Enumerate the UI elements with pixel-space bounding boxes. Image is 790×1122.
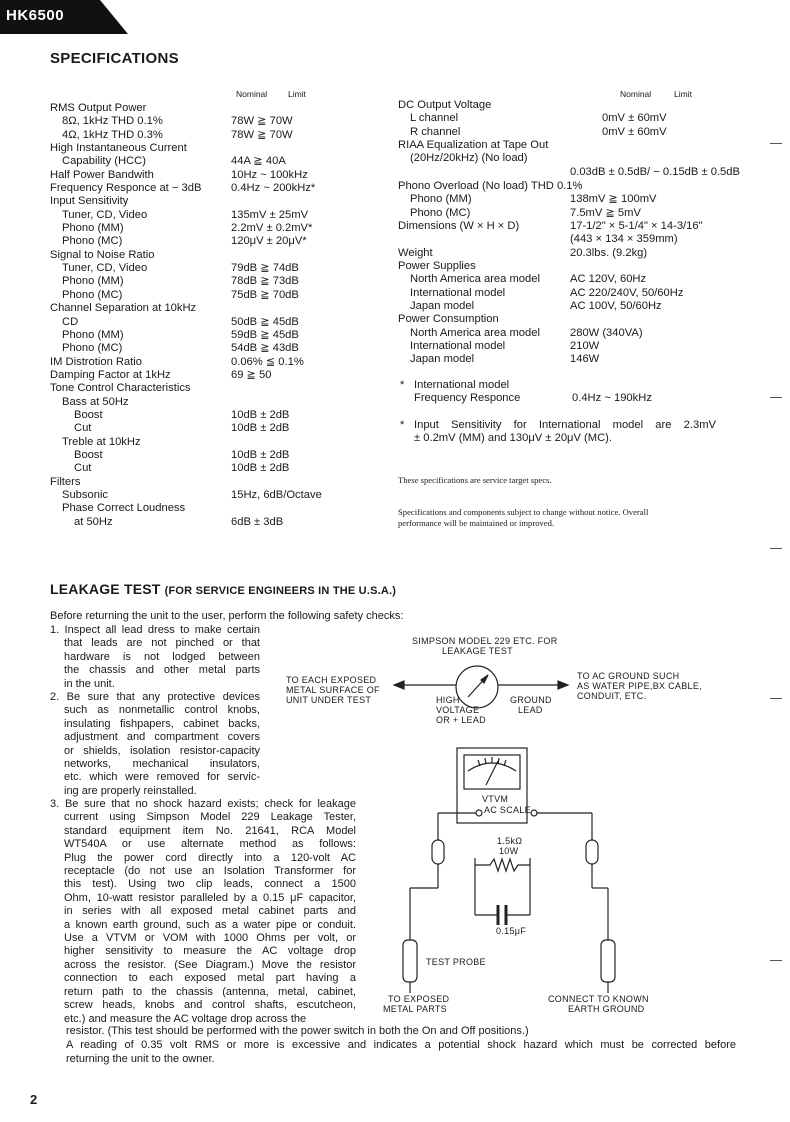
spec-label: Phono (MM) xyxy=(410,193,472,206)
spec-value: 6dB ± 3dB xyxy=(231,515,284,528)
leakage-tail-2: A reading of 0.35 volt RMS or more is excessive and indicates a potential shock hazard which must be corrected before xyxy=(66,1039,736,1051)
margin-tick xyxy=(770,960,782,961)
spec-value: 78W ≧ 70W xyxy=(231,115,293,128)
spec-row xyxy=(398,340,778,353)
paragraph-line: WT540A or use alternate method as follows: xyxy=(64,838,356,851)
spec-row xyxy=(50,476,390,489)
spec-value: 10Hz ~ 100kHz xyxy=(231,168,308,181)
paragraph-line: etc. which were removed for servic- xyxy=(64,771,260,784)
spec-label: Half Power Bandwith xyxy=(50,168,154,181)
spec-row xyxy=(50,356,390,369)
page-number: 2 xyxy=(30,1092,38,1107)
spec-label: Phono (MC) xyxy=(62,342,123,355)
spec-label: Tone Control Characteristics xyxy=(50,382,191,395)
paragraph-line: connection to each exposed metal part having a xyxy=(64,972,356,985)
spec-row xyxy=(50,289,390,302)
change-note-line2: performance will be maintained or improved. xyxy=(398,518,555,528)
riaa-value: 0.03dB ± 0.5dB/ − 0.15dB ± 0.5dB xyxy=(570,166,740,178)
right-nominal-header: Nominal xyxy=(620,89,652,99)
spec-row xyxy=(398,247,778,260)
spec-row xyxy=(398,139,778,152)
spec-value: 69 ≧ 50 xyxy=(231,368,272,381)
model-tab-label: HK6500 xyxy=(6,7,65,24)
spec-label: Subsonic xyxy=(62,488,109,501)
margin-tick xyxy=(770,143,782,144)
spec-row xyxy=(398,220,778,233)
diagram-earth-label2: EARTH GROUND xyxy=(568,1004,645,1014)
paragraph-line: Ohm, 10-watt resistor paralleled by a 0.15 μF capacitor, xyxy=(64,891,356,904)
spec-value: 138mV ≧ 100mV xyxy=(570,193,657,206)
spec-row xyxy=(398,327,778,340)
spec-row xyxy=(398,300,778,313)
spec-row xyxy=(398,233,778,246)
diagram-high-voltage2: VOLTAGE xyxy=(436,705,480,715)
spec-label: at 50Hz xyxy=(74,515,113,528)
diagram-high-voltage3: OR + LEAD xyxy=(436,715,486,725)
spec-label: Phono (MC) xyxy=(62,288,123,301)
diagram-ground-lead1: GROUND xyxy=(510,695,552,705)
spec-label: DC Output Voltage xyxy=(398,99,492,111)
diagram-earth-label1: CONNECT TO KNOWN xyxy=(548,994,649,1004)
spec-row xyxy=(50,249,390,262)
diagram-resistor-wattage: 10W xyxy=(499,846,519,856)
spec-value: 280W (340VA) xyxy=(570,326,643,339)
spec-label: Boost xyxy=(74,448,103,461)
spec-label: High Instantaneous Current xyxy=(50,142,187,155)
spec-label: Damping Factor at 1kHz xyxy=(50,368,171,381)
spec-value: 0.4Hz ~ 200kHz* xyxy=(231,182,316,195)
spec-label: Phono Overload (No load) THD 0.1% xyxy=(398,180,583,192)
paragraph-line: in the unit. xyxy=(64,677,115,690)
spec-label: CD xyxy=(62,315,79,328)
leakage-item-1 xyxy=(50,624,260,691)
spec-label: Phono (MM) xyxy=(62,222,124,235)
spec-value: AC 100V, 50/60Hz xyxy=(570,300,662,313)
spec-value: AC 120V, 60Hz xyxy=(570,273,647,286)
spec-value: 15Hz, 6dB/Octave xyxy=(231,488,322,501)
paragraph-line: this test). Using two clip leads, connect a 1500 xyxy=(64,878,356,891)
spec-label: 8Ω, 1kHz THD 0.1% xyxy=(62,115,163,128)
paragraph-line: current using Simpson Model 229 Leakage Tester, xyxy=(64,811,356,824)
spec-row xyxy=(398,260,778,273)
left-nominal-header: Nominal xyxy=(236,89,268,99)
spec-row xyxy=(50,262,390,275)
leakage-title-text: LEAKAGE TEST xyxy=(50,581,161,597)
paragraph-line: the chassis and other metal parts xyxy=(64,664,260,677)
spec-label: IM Distrotion Ratio xyxy=(50,355,143,368)
spec-label: (20Hz/20kHz) (No load) xyxy=(410,152,528,165)
left-specs-list xyxy=(50,102,390,529)
spec-label: Japan model xyxy=(410,353,475,366)
spec-value: 50dB ≧ 45dB xyxy=(231,315,299,328)
spec-value: 78W ≧ 70W xyxy=(231,128,293,141)
spec-value: 59dB ≧ 45dB xyxy=(231,328,299,341)
leakage-title xyxy=(50,581,396,597)
spec-value: 0mV ± 60mV xyxy=(602,112,667,125)
diagram-resistor-value: 1.5kΩ xyxy=(497,836,523,846)
diagram-vtvm-label: VTVM xyxy=(482,794,509,804)
spec-row xyxy=(50,195,390,208)
spec-label: Signal to Noise Ratio xyxy=(50,248,155,261)
sens-note-line1: Input Sensitivity for International model are 2.3mV xyxy=(414,419,716,431)
paragraph-line: receptacle (do not use an Isolation Transformer for xyxy=(64,865,356,878)
paragraph-line: 3. Be sure that no shock hazard exists; check for leakage xyxy=(50,798,356,810)
spec-row xyxy=(50,516,390,529)
left-limit-header: Limit xyxy=(288,89,306,99)
spec-row xyxy=(50,396,390,409)
spec-row xyxy=(398,152,778,165)
sens-note-star: * xyxy=(400,419,405,431)
model-tab xyxy=(0,0,128,34)
diagram-left-label2: METAL SURFACE OF xyxy=(286,685,380,695)
spec-value: 135mV ± 25mV xyxy=(231,208,309,221)
spec-row xyxy=(50,409,390,422)
spec-row xyxy=(398,313,778,326)
spec-row xyxy=(50,275,390,288)
diagram-left-label1: TO EACH EXPOSED xyxy=(286,675,377,685)
spec-row xyxy=(50,329,390,342)
spec-label: Treble at 10kHz xyxy=(62,435,141,448)
service-note: These specifications are service target specs. xyxy=(398,475,552,485)
spec-row xyxy=(50,115,390,128)
spec-label: North America area model xyxy=(410,326,540,339)
paragraph-line: adjustment and compartment covers xyxy=(64,731,260,744)
intl-note-value: 0.4Hz ~ 190kHz xyxy=(572,392,652,404)
spec-value: 7.5mV ≧ 5mV xyxy=(570,206,641,219)
spec-value: 79dB ≧ 74dB xyxy=(231,262,299,275)
spec-row xyxy=(50,342,390,355)
paragraph-line: a known earth ground, such as a water pipe or conduit. xyxy=(64,918,356,931)
spec-row xyxy=(50,102,390,115)
spec-label: International model xyxy=(410,286,506,299)
spec-row xyxy=(398,287,778,300)
paragraph-line: ing are properly reinstalled. xyxy=(64,784,197,797)
paragraph-line: Plug the power cord directly into a 120-volt AC xyxy=(64,851,356,864)
diagram-exposed-label2: METAL PARTS xyxy=(383,1004,447,1014)
leakage-tail-1: resistor. (This test should be performed with the power switch in both the On and Off positions.) xyxy=(66,1025,529,1037)
spec-row xyxy=(398,353,778,366)
spec-row xyxy=(50,489,390,502)
diagram-simpson-line1: SIMPSON MODEL 229 ETC. FOR xyxy=(412,636,558,646)
leakage-diagram xyxy=(270,625,770,1020)
spec-value: 17-1/2" × 5-1/4" × 14-3/16" xyxy=(570,220,703,233)
diagram-simpson-line2: LEAKAGE TEST xyxy=(442,646,513,656)
spec-label: Cut xyxy=(74,422,92,435)
margin-tick xyxy=(770,548,782,549)
spec-label: RMS Output Power xyxy=(50,102,147,114)
spec-row xyxy=(398,99,778,112)
spec-label: Bass at 50Hz xyxy=(62,395,129,408)
spec-row xyxy=(398,112,778,125)
spec-label: Phono (MM) xyxy=(62,275,124,288)
spec-row xyxy=(50,502,390,515)
spec-label: 4Ω, 1kHz THD 0.3% xyxy=(62,128,163,141)
leakage-subtitle: (FOR SERVICE ENGINEERS IN THE U.S.A.) xyxy=(164,585,397,597)
spec-label: Tuner, CD, Video xyxy=(62,262,148,275)
spec-value: 0mV ± 60mV xyxy=(602,125,667,138)
spec-row xyxy=(50,316,390,329)
paragraph-line: etc.) and measure the AC voltage drop across the xyxy=(64,1012,307,1025)
diagram-test-probe-label: TEST PROBE xyxy=(426,957,486,967)
paragraph-line: Use a VTVM or VOM with 1000 Ohms per volt, or xyxy=(64,932,356,945)
paragraph-line: return path to the chassis (antenna, metal, cabinet, xyxy=(64,985,356,998)
spec-row xyxy=(398,126,778,139)
paragraph-line: standard equipment item No. 21641, RCA Model xyxy=(64,824,356,837)
diagram-left-label3: UNIT UNDER TEST xyxy=(286,695,372,705)
spec-label: Weight xyxy=(398,246,433,259)
spec-row xyxy=(50,169,390,182)
paragraph-line: or shields, isolation resistor-capacity xyxy=(64,744,260,757)
spec-value: 44A ≧ 40A xyxy=(231,155,286,168)
spec-label: Frequency Responce at − 3dB xyxy=(50,182,202,195)
spec-row xyxy=(50,155,390,168)
spec-value: 2.2mV ± 0.2mV* xyxy=(231,222,313,235)
spec-row xyxy=(50,449,390,462)
spec-row xyxy=(50,302,390,315)
spec-label: R channel xyxy=(410,125,461,138)
spec-value: 20.3lbs. (9.2kg) xyxy=(570,246,648,259)
paragraph-line: across the resistor. (See Diagram.) Move the resistor xyxy=(64,958,356,971)
diagram-exposed-label1: TO EXPOSED xyxy=(388,994,450,1004)
spec-row xyxy=(50,422,390,435)
spec-label: L channel xyxy=(410,112,459,125)
right-limit-header: Limit xyxy=(674,89,692,99)
spec-label: Dimensions (W × H × D) xyxy=(398,220,520,233)
paragraph-line: screw heads, knobs and control shafts, escutcheon, xyxy=(64,999,356,1012)
spec-value: 75dB ≧ 70dB xyxy=(231,288,299,301)
leakage-tail-3: returning the unit to the owner. xyxy=(66,1053,215,1065)
spec-row xyxy=(398,193,778,206)
paragraph-line: higher sensitivity to measure the AC voltage drop xyxy=(64,945,356,958)
spec-label: Japan model xyxy=(410,300,475,313)
diagram-ac-scale-label: AC SCALE xyxy=(484,805,531,815)
spec-value: 10dB ± 2dB xyxy=(231,448,290,461)
spec-label: Input Sensitivity xyxy=(50,195,129,208)
spec-label: International model xyxy=(410,340,506,353)
intl-note-star: * xyxy=(400,379,405,391)
spec-value: 120μV ± 20μV* xyxy=(231,235,307,248)
spec-value: 146W xyxy=(570,353,600,366)
spec-row xyxy=(50,235,390,248)
spec-row xyxy=(50,462,390,475)
right-specs-list-b xyxy=(398,180,778,367)
spec-label: Power Consumption xyxy=(398,313,499,326)
spec-label: Boost xyxy=(74,408,103,421)
paragraph-line: hardware is not lodged between xyxy=(64,650,260,663)
spec-value: 10dB ± 2dB xyxy=(231,462,290,475)
paragraph-line: that leads are not pinched or that xyxy=(64,637,260,650)
spec-row xyxy=(50,142,390,155)
spec-value: 210W xyxy=(570,340,600,353)
diagram-right-label3: CONDUIT, ETC. xyxy=(577,691,647,701)
diagram-high-voltage1: HIGH xyxy=(436,695,460,705)
spec-row xyxy=(398,180,778,193)
paragraph-line: such as nonmetallic control knobs, xyxy=(64,704,260,717)
intl-note-label1: International model xyxy=(414,379,510,391)
spec-value: (443 × 134 × 359mm) xyxy=(570,233,678,246)
paragraph-line: in series with all exposed metal cabinet parts and xyxy=(64,905,356,918)
spec-label: Cut xyxy=(74,462,92,475)
spec-value: 54dB ≧ 43dB xyxy=(231,342,299,355)
sens-note-line2: ± 0.2mV (MM) and 130μV ± 20μV (MC). xyxy=(414,432,613,444)
spec-row xyxy=(50,129,390,142)
spec-row xyxy=(50,222,390,235)
spec-label: Capability (HCC) xyxy=(62,155,146,168)
right-specs-list-a xyxy=(398,99,778,166)
spec-value: 78dB ≧ 73dB xyxy=(231,275,299,288)
margin-tick xyxy=(770,698,782,699)
spec-value: 10dB ± 2dB xyxy=(231,422,290,435)
diagram-capacitor-value: 0.15μF xyxy=(496,926,526,936)
spec-label: Filters xyxy=(50,475,81,488)
spec-label: Phono (MC) xyxy=(62,235,123,248)
margin-tick xyxy=(770,397,782,398)
spec-row xyxy=(50,436,390,449)
spec-label: Phono (MM) xyxy=(62,328,124,341)
paragraph-line: 1. Inspect all lead dress to make certain xyxy=(50,624,260,636)
spec-value: 10dB ± 2dB xyxy=(231,408,290,421)
spec-label: Power Supplies xyxy=(398,260,476,273)
diagram-right-label1: TO AC GROUND SUCH xyxy=(577,671,680,681)
spec-value: 0.06% ≦ 0.1% xyxy=(231,355,304,368)
spec-label: Channel Separation at 10kHz xyxy=(50,302,197,315)
spec-label: Tuner, CD, Video xyxy=(62,208,148,221)
paragraph-line: insulating fishpapers, cabinet backs, xyxy=(64,717,260,730)
spec-row xyxy=(398,273,778,286)
diagram-right-label2: AS WATER PIPE,BX CABLE, xyxy=(577,681,702,691)
paragraph-line: 2. Be sure that any protective devices xyxy=(50,691,260,703)
diagram-ground-lead2: LEAD xyxy=(518,705,543,715)
paragraph-line: networks, mechanical insulators, xyxy=(64,758,260,771)
spec-row xyxy=(50,209,390,222)
intl-note-label2: Frequency Responce xyxy=(414,392,521,404)
leakage-item-2 xyxy=(50,691,260,798)
spec-row xyxy=(398,207,778,220)
spec-label: North America area model xyxy=(410,273,540,286)
spec-value: AC 220/240V, 50/60Hz xyxy=(570,286,684,299)
leakage-intro: Before returning the unit to the user, perform the following safety checks: xyxy=(50,610,404,622)
change-note-line1: Specifications and components subject to change without notice. Overall xyxy=(398,507,649,517)
spec-row xyxy=(50,182,390,195)
specs-title: SPECIFICATIONS xyxy=(50,50,179,67)
spec-label: Phono (MC) xyxy=(410,206,471,219)
spec-label: Phase Correct Loudness xyxy=(62,502,186,515)
spec-row xyxy=(50,382,390,395)
spec-row xyxy=(50,369,390,382)
spec-label: RIAA Equalization at Tape Out xyxy=(398,139,549,152)
